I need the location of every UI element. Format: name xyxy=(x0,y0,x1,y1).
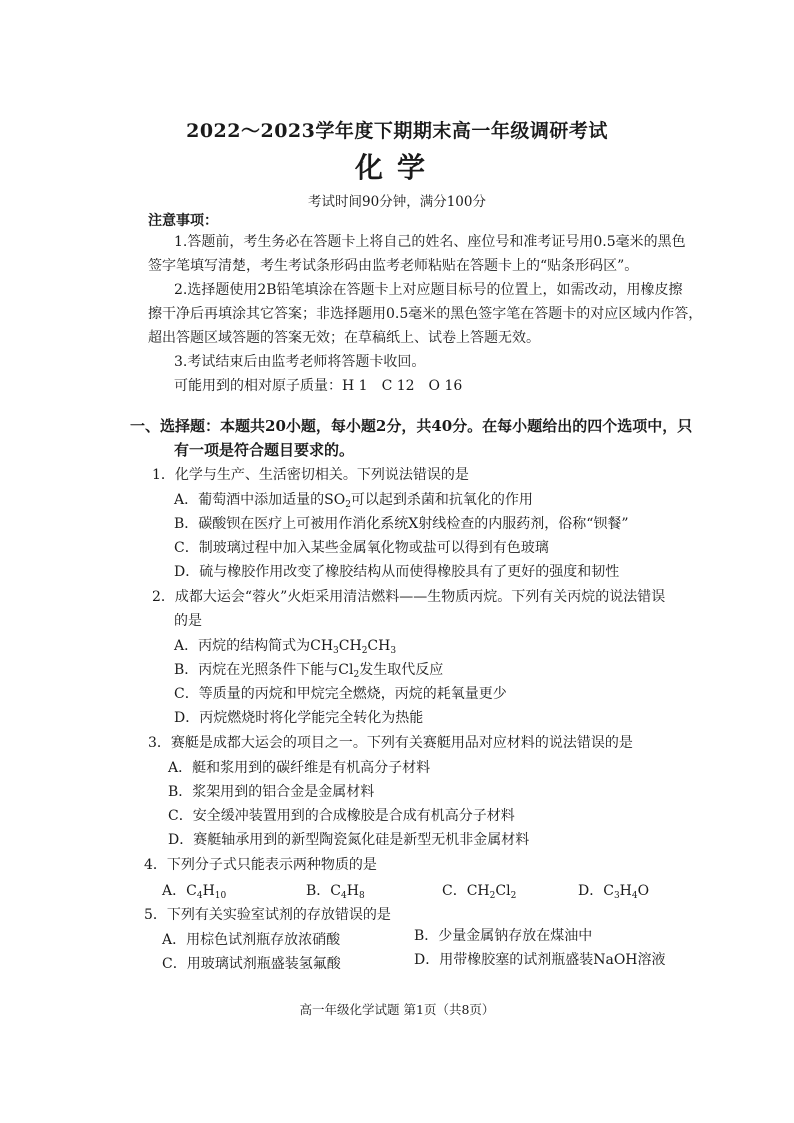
question-1-stem: 1．化学与生产、生活密切相关。下列说法错误的是 xyxy=(152,467,469,483)
question-2-option-a: A．丙烷的结构简式为$CH_3CH_2CH_3$ xyxy=(174,638,397,656)
question-1-option-a: A．葡萄酒中添加适量的$SO_2$可以起到杀菌和抗氧化的作用 xyxy=(174,492,533,510)
section-heading: 一、选择题：本题共20小题，每小题2分，共40分。在每小题给出的四个选项中，只 xyxy=(130,417,693,435)
question-3-option-c: C．安全缓冲装置用到的合成橡胶是合成有机高分子材料 xyxy=(168,808,515,824)
question-3-option-a: A．艇和浆用到的碳纤维是有机高分子材料 xyxy=(168,760,431,776)
question-3-option-d: D．赛艇轴承用到的新型陶瓷氮化硅是新型无机非金属材料 xyxy=(168,832,530,848)
notice-line: 1.答题前，考生务必在答题卡上将自己的姓名、座位号和准考证号用0.5毫米的黑色 xyxy=(174,234,686,250)
question-4-option-c: C．$CH_2Cl_2$ xyxy=(442,883,517,901)
question-5-stem: 5．下列有关实验室试剂的存放错误的是 xyxy=(144,907,391,923)
question-1-option-c: C．制玻璃过程中加入某些金属氧化物或盐可以得到有色玻璃 xyxy=(174,540,549,556)
question-5-option-b: B．少量金属钠存放在煤油中 xyxy=(414,928,593,944)
question-1-option-b: B．碳酸钡在医疗上可被用作消化系统X射线检查的内服药剂，俗称“钡餐” xyxy=(174,516,629,532)
notice-line: 签字笔填写清楚，考生考试条形码由监考老师粘贴在答题卡上的“贴条形码区”。 xyxy=(148,258,639,274)
page-footer: 高一年级化学试题 第1页（共8页） xyxy=(299,1002,495,1017)
notice-line: 超出答题区域答题的答案无效；在草稿纸上、试卷上答题无效。 xyxy=(148,330,540,346)
subject-title: 化学 xyxy=(354,151,439,184)
question-5-option-d: D．用带橡胶塞的试剂瓶盛装NaOH溶液 xyxy=(414,952,666,968)
notice-heading: 注意事项： xyxy=(148,213,218,229)
notice-line: 擦干净后再填涂其它答案；非选择题用0.5毫米的黑色签字笔在答题卡的对应区域内作答， xyxy=(148,306,703,322)
atomic-mass-line: 可能用到的相对原子质量：H 1 C 12 O 16 xyxy=(174,378,463,394)
question-2-option-b: B．丙烷在光照条件下能与$Cl_2$发生取代反应 xyxy=(174,662,444,680)
question-4-stem: 4．下列分子式只能表示两种物质的是 xyxy=(144,857,377,873)
question-5-option-c: C．用玻璃试剂瓶盛装氢氟酸 xyxy=(162,956,341,972)
question-4-option-a: A．$C_4H_{10}$ xyxy=(162,883,227,901)
exam-info: 考试时间90分钟，满分100分 xyxy=(308,194,486,210)
notice-line: 3.考试结束后由监考老师将答题卡收回。 xyxy=(174,354,426,370)
question-3-stem: 3．赛艇是成都大运会的项目之一。下列有关赛艇用品对应材料的说法错误的是 xyxy=(148,735,633,751)
question-1-option-d: D．硫与橡胶作用改变了橡胶结构从而使得橡胶具有了更好的强度和韧性 xyxy=(174,564,620,580)
question-3-option-b: B．浆架用到的铝合金是金属材料 xyxy=(168,784,375,800)
exam-title: 2022～2023学年度下期期末高一年级调研考试 xyxy=(186,120,608,142)
question-2-stem-cont: 的是 xyxy=(174,613,202,629)
section-heading-cont: 有一项是符合题目要求的。 xyxy=(174,441,355,459)
notice-line: 2.选择题使用2B铅笔填涂在答题卡上对应题目标号的位置上，如需改动，用橡皮擦 xyxy=(174,282,683,298)
question-4-option-d: D．$C_3H_4O$ xyxy=(578,883,650,901)
question-2-option-c: C．等质量的丙烷和甲烷完全燃烧，丙烷的耗氧量更少 xyxy=(174,686,507,702)
question-5-option-a: A．用棕色试剂瓶存放浓硝酸 xyxy=(162,932,341,948)
question-2-stem: 2．成都大运会“蓉火”火炬采用清洁燃料——生物质丙烷。下列有关丙烷的说法错误 xyxy=(152,589,666,605)
question-4-option-b: B．$C_4H_8$ xyxy=(306,883,365,901)
question-2-option-d: D．丙烷燃烧时将化学能完全转化为热能 xyxy=(174,710,424,726)
